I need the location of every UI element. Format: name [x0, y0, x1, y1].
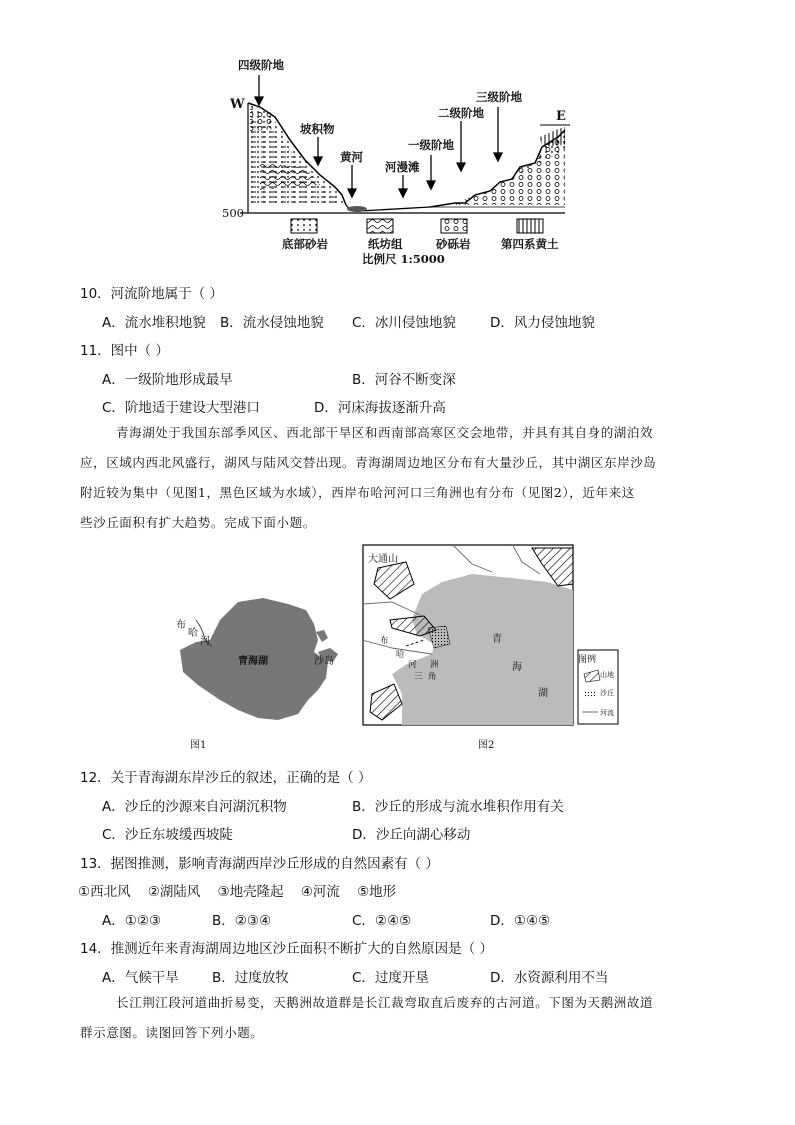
fig2-lake-char3: 湖: [538, 688, 548, 699]
q10-option-d[interactable]: D．风力侵蚀地貌: [490, 315, 595, 331]
q12-stem: 12．关于青海湖东岸沙丘的叙述，正确的是（ ）: [80, 770, 372, 786]
fig2-river-he: 河: [408, 660, 417, 670]
fig1-lake-label: 青海湖: [238, 656, 268, 667]
passage-qinghai: [80, 418, 720, 538]
elevation-label: 500: [222, 206, 244, 220]
passage-qinghai-line4: 些沙丘面积有扩大趋势。完成下面小题。: [80, 515, 316, 530]
passage-tianezhou-line1: 长江荆江段河道曲折易变，天鹅洲故道群是长江裁弯取直后废弃的古河道。下图为天鹅洲故道: [116, 995, 654, 1010]
fig1-island-label: 沙岛: [314, 656, 334, 667]
q14-option-d[interactable]: D．水资源利用不当: [490, 970, 609, 986]
q10-stem: 10．河流阶地属于（ ）: [80, 286, 223, 302]
fig2-delta-jiao: 角: [428, 672, 437, 682]
terrace-legend-swatches: [290, 218, 560, 236]
terrace1-label: 一级阶地: [408, 138, 454, 152]
q13-option-d[interactable]: D．①④⑤: [490, 913, 551, 929]
legend-loess: 第四系黄土: [501, 237, 559, 251]
q12-option-a[interactable]: A．沙丘的沙源来自河湖沉积物: [102, 799, 287, 815]
terrace3-label: 三级阶地: [476, 90, 522, 104]
fig1-river-he: 河: [200, 636, 210, 647]
scale-label: 比例尺 1:5000: [362, 252, 445, 266]
fig2-legend-dune: 沙丘: [600, 689, 614, 697]
passage-tianezhou: [80, 988, 720, 1048]
q11-stem: 11．图中（ ）: [80, 343, 169, 359]
q14-option-c[interactable]: C．过度开垦: [352, 970, 429, 986]
fig2-lake-char1: 青: [492, 634, 502, 645]
q11-option-d[interactable]: D．河床海拔逐渐升高: [314, 400, 446, 416]
q14-stem: 14．推测近年来青海湖周边地区沙丘面积不断扩大的自然原因是（ ）: [80, 941, 493, 957]
q14-option-b[interactable]: B．过度放牧: [212, 970, 289, 986]
west-label: W: [230, 97, 245, 112]
passage-qinghai-line3: 附近较为集中（见图1，黑色区域为水域），西岸布哈河河口三角洲也有分布（见图2），近年来这: [80, 485, 635, 500]
q12-option-b[interactable]: B．沙丘的形成与流水堆积作用有关: [352, 799, 564, 815]
fig2-legend-river: 河流: [600, 709, 614, 717]
fig2-delta-zhou: 洲: [430, 660, 439, 670]
fig1-river-ha: 哈: [188, 628, 198, 639]
q10-option-a[interactable]: A．流水堆积地貌: [102, 315, 206, 331]
legend-zhifang: 纸坊组: [368, 237, 403, 251]
q10-option-c[interactable]: C．冰川侵蚀地貌: [352, 315, 456, 331]
legend-sandstone: 底部砂岩: [282, 237, 328, 251]
q13-option-a[interactable]: A．①②③: [102, 913, 162, 929]
fig2-mountain-label: 大通山: [368, 554, 398, 565]
q12-option-c[interactable]: C．沙丘东坡缓西坡陡: [102, 827, 233, 843]
fig2-river-bu: 布: [380, 636, 389, 646]
fig2-legend-mountain: 山地: [600, 671, 614, 679]
legend-conglomerate: 砂砾岩: [436, 237, 471, 251]
q12-option-d[interactable]: D．沙丘向湖心移动: [352, 827, 471, 843]
yellow-river-label: 黄河: [340, 150, 363, 164]
passage-tianezhou-line2: 群示意图。读图回答下列小题。: [80, 1025, 264, 1040]
fig2-river-ha: 哈: [396, 650, 405, 660]
q11-option-c[interactable]: C．阶地适于建设大型港口: [102, 400, 260, 416]
q11-option-a[interactable]: A．一级阶地形成最早: [102, 372, 233, 388]
terrace4-label: 四级阶地: [238, 58, 284, 72]
q14-option-a[interactable]: A．气候干旱: [102, 970, 179, 986]
floodplain-label: 河漫滩: [385, 160, 420, 174]
q13-factors: ①西北风 ②湖陆风 ③地壳隆起 ④河流 ⑤地形: [78, 884, 397, 900]
fig2-delta-san: 三: [414, 672, 423, 682]
q13-stem: 13．据图推测，影响青海湖西岸沙丘形成的自然因素有（ ）: [80, 856, 439, 872]
q13-option-b[interactable]: B．②③④: [212, 913, 272, 929]
terrace2-label: 二级阶地: [438, 106, 484, 120]
figure2-map: [362, 544, 620, 729]
fig2-lake-char2: 海: [512, 662, 522, 673]
q10-option-b[interactable]: B．流水侵蚀地貌: [220, 315, 324, 331]
terrace-diagram: [220, 55, 580, 265]
east-label: E: [556, 109, 566, 124]
fig1-caption: 图1: [190, 740, 207, 751]
figure1-qinghai-lake: [168, 590, 358, 760]
q11-option-b[interactable]: B．河谷不断变深: [352, 372, 456, 388]
passage-qinghai-line1: 青海湖处于我国东部季风区、西北部干旱区和西南部高寒区交会地带，并具有其自身的湖泊效: [116, 425, 654, 440]
colluvium-label: 坡积物: [300, 122, 335, 136]
q13-option-c[interactable]: C．②④⑤: [352, 913, 412, 929]
fig2-legend-title: 图例: [578, 655, 597, 665]
figure2-delta-map: [362, 544, 620, 751]
fig2-caption: 图2: [478, 740, 495, 751]
fig1-river-bu: 布: [176, 620, 186, 631]
passage-qinghai-line2: 应，区域内西北风盛行，湖风与陆风交替出现。青海湖周边地区分布有大量沙丘，其中湖区东岸沙岛: [80, 455, 657, 470]
